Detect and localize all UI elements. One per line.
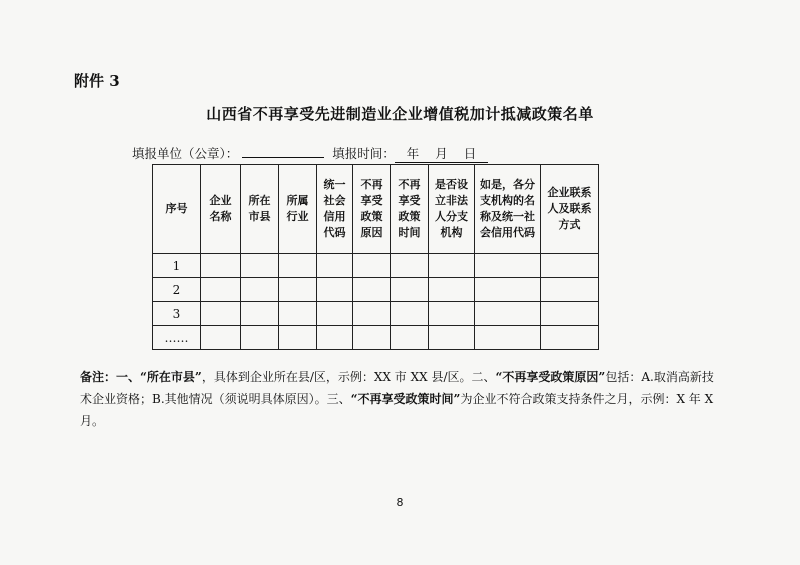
table-cell[interactable] [279,278,317,302]
month-label: 月 [435,146,448,161]
document-title: 山西省不再享受先进制造业企业增值税加计抵减政策名单 [206,105,594,123]
row-number: …… [153,326,201,350]
table-cell[interactable] [241,278,279,302]
table-cell[interactable] [353,254,391,278]
table-cell[interactable] [317,278,353,302]
table-header-row [153,165,599,254]
day-label: 日 [463,146,477,161]
table-cell[interactable] [429,254,475,278]
row-number: 2 [153,278,201,302]
table-cell[interactable] [429,278,475,302]
table-cell[interactable] [201,302,241,326]
notes-keyword-reason: “不再享受政策原因” [495,370,606,384]
enterprise-list-table [152,164,599,350]
table-cell[interactable] [391,302,429,326]
header-cell: 不再 享受 政策 时间 [391,165,429,254]
table-cell[interactable] [429,326,475,350]
table-row [153,278,599,302]
header-cell: 统一 社会 信用 代码 [317,165,353,254]
table-cell[interactable] [279,326,317,350]
header-cell: 如是，各分 支机构的名 称及统一社 会信用代码 [475,165,541,254]
header-cell: 是否设 立非法 人分支 机构 [429,165,475,254]
table-cell[interactable] [541,302,599,326]
header-cell: 企业 名称 [201,165,241,254]
table-cell[interactable] [391,326,429,350]
header-cell: 企业联系 人及联系 方式 [541,165,599,254]
fill-in-line [132,144,488,163]
attachment-label: 附件 3 [74,72,120,90]
header-cell: 序号 [153,165,201,254]
table-cell[interactable] [353,302,391,326]
table-cell[interactable] [241,254,279,278]
header-cell: 不再 享受 政策 原因 [353,165,391,254]
notes-text-3: 为企业不符合政策支持条件之月，示例：X 年 X 月。 [80,392,714,428]
table-cell[interactable] [201,326,241,350]
table-cell[interactable] [391,278,429,302]
year-label: 年 [406,146,420,161]
table-cell[interactable] [279,254,317,278]
table-cell[interactable] [317,254,353,278]
table-cell[interactable] [541,254,599,278]
notes-section [80,366,720,432]
table-row [153,254,599,278]
table-cell[interactable] [541,326,599,350]
table-cell[interactable] [429,302,475,326]
table-cell[interactable] [475,278,541,302]
header-cell: 所属 行业 [279,165,317,254]
row-number: 3 [153,302,201,326]
table-cell[interactable] [201,278,241,302]
table-row [153,326,599,350]
row-number: 1 [153,254,201,278]
table-cell[interactable] [475,254,541,278]
notes-prefix: 备注：一、 [80,370,141,384]
table-row [153,302,599,326]
table-cell[interactable] [241,302,279,326]
table-cell[interactable] [353,278,391,302]
header-cell: 所在 市县 [241,165,279,254]
reporting-time-label: 填报时间： [332,146,395,161]
table-cell[interactable] [317,302,353,326]
notes-text-1: ，具体到企业所在县/区，示例：XX 市 XX 县/区。二、 [201,370,496,384]
notes-keyword-county: “所在市县” [140,370,202,384]
table-cell[interactable] [391,254,429,278]
table-cell[interactable] [353,326,391,350]
notes-keyword-time: “不再享受政策时间” [350,392,461,406]
table-cell[interactable] [241,326,279,350]
notes-text-2: 包括：A.取消高新技术企业资格；B.其他情况（须说明具体原因）。三、 [80,370,714,406]
table-cell[interactable] [541,278,599,302]
page-number: 8 [396,496,404,509]
reporting-unit-label: 填报单位（公章）： [132,146,239,161]
table-cell[interactable] [279,302,317,326]
table-cell[interactable] [475,326,541,350]
reporting-unit-blank[interactable] [242,145,324,158]
table-cell[interactable] [201,254,241,278]
table-cell[interactable] [317,326,353,350]
reporting-date-blank[interactable] [395,144,489,163]
table-cell[interactable] [475,302,541,326]
